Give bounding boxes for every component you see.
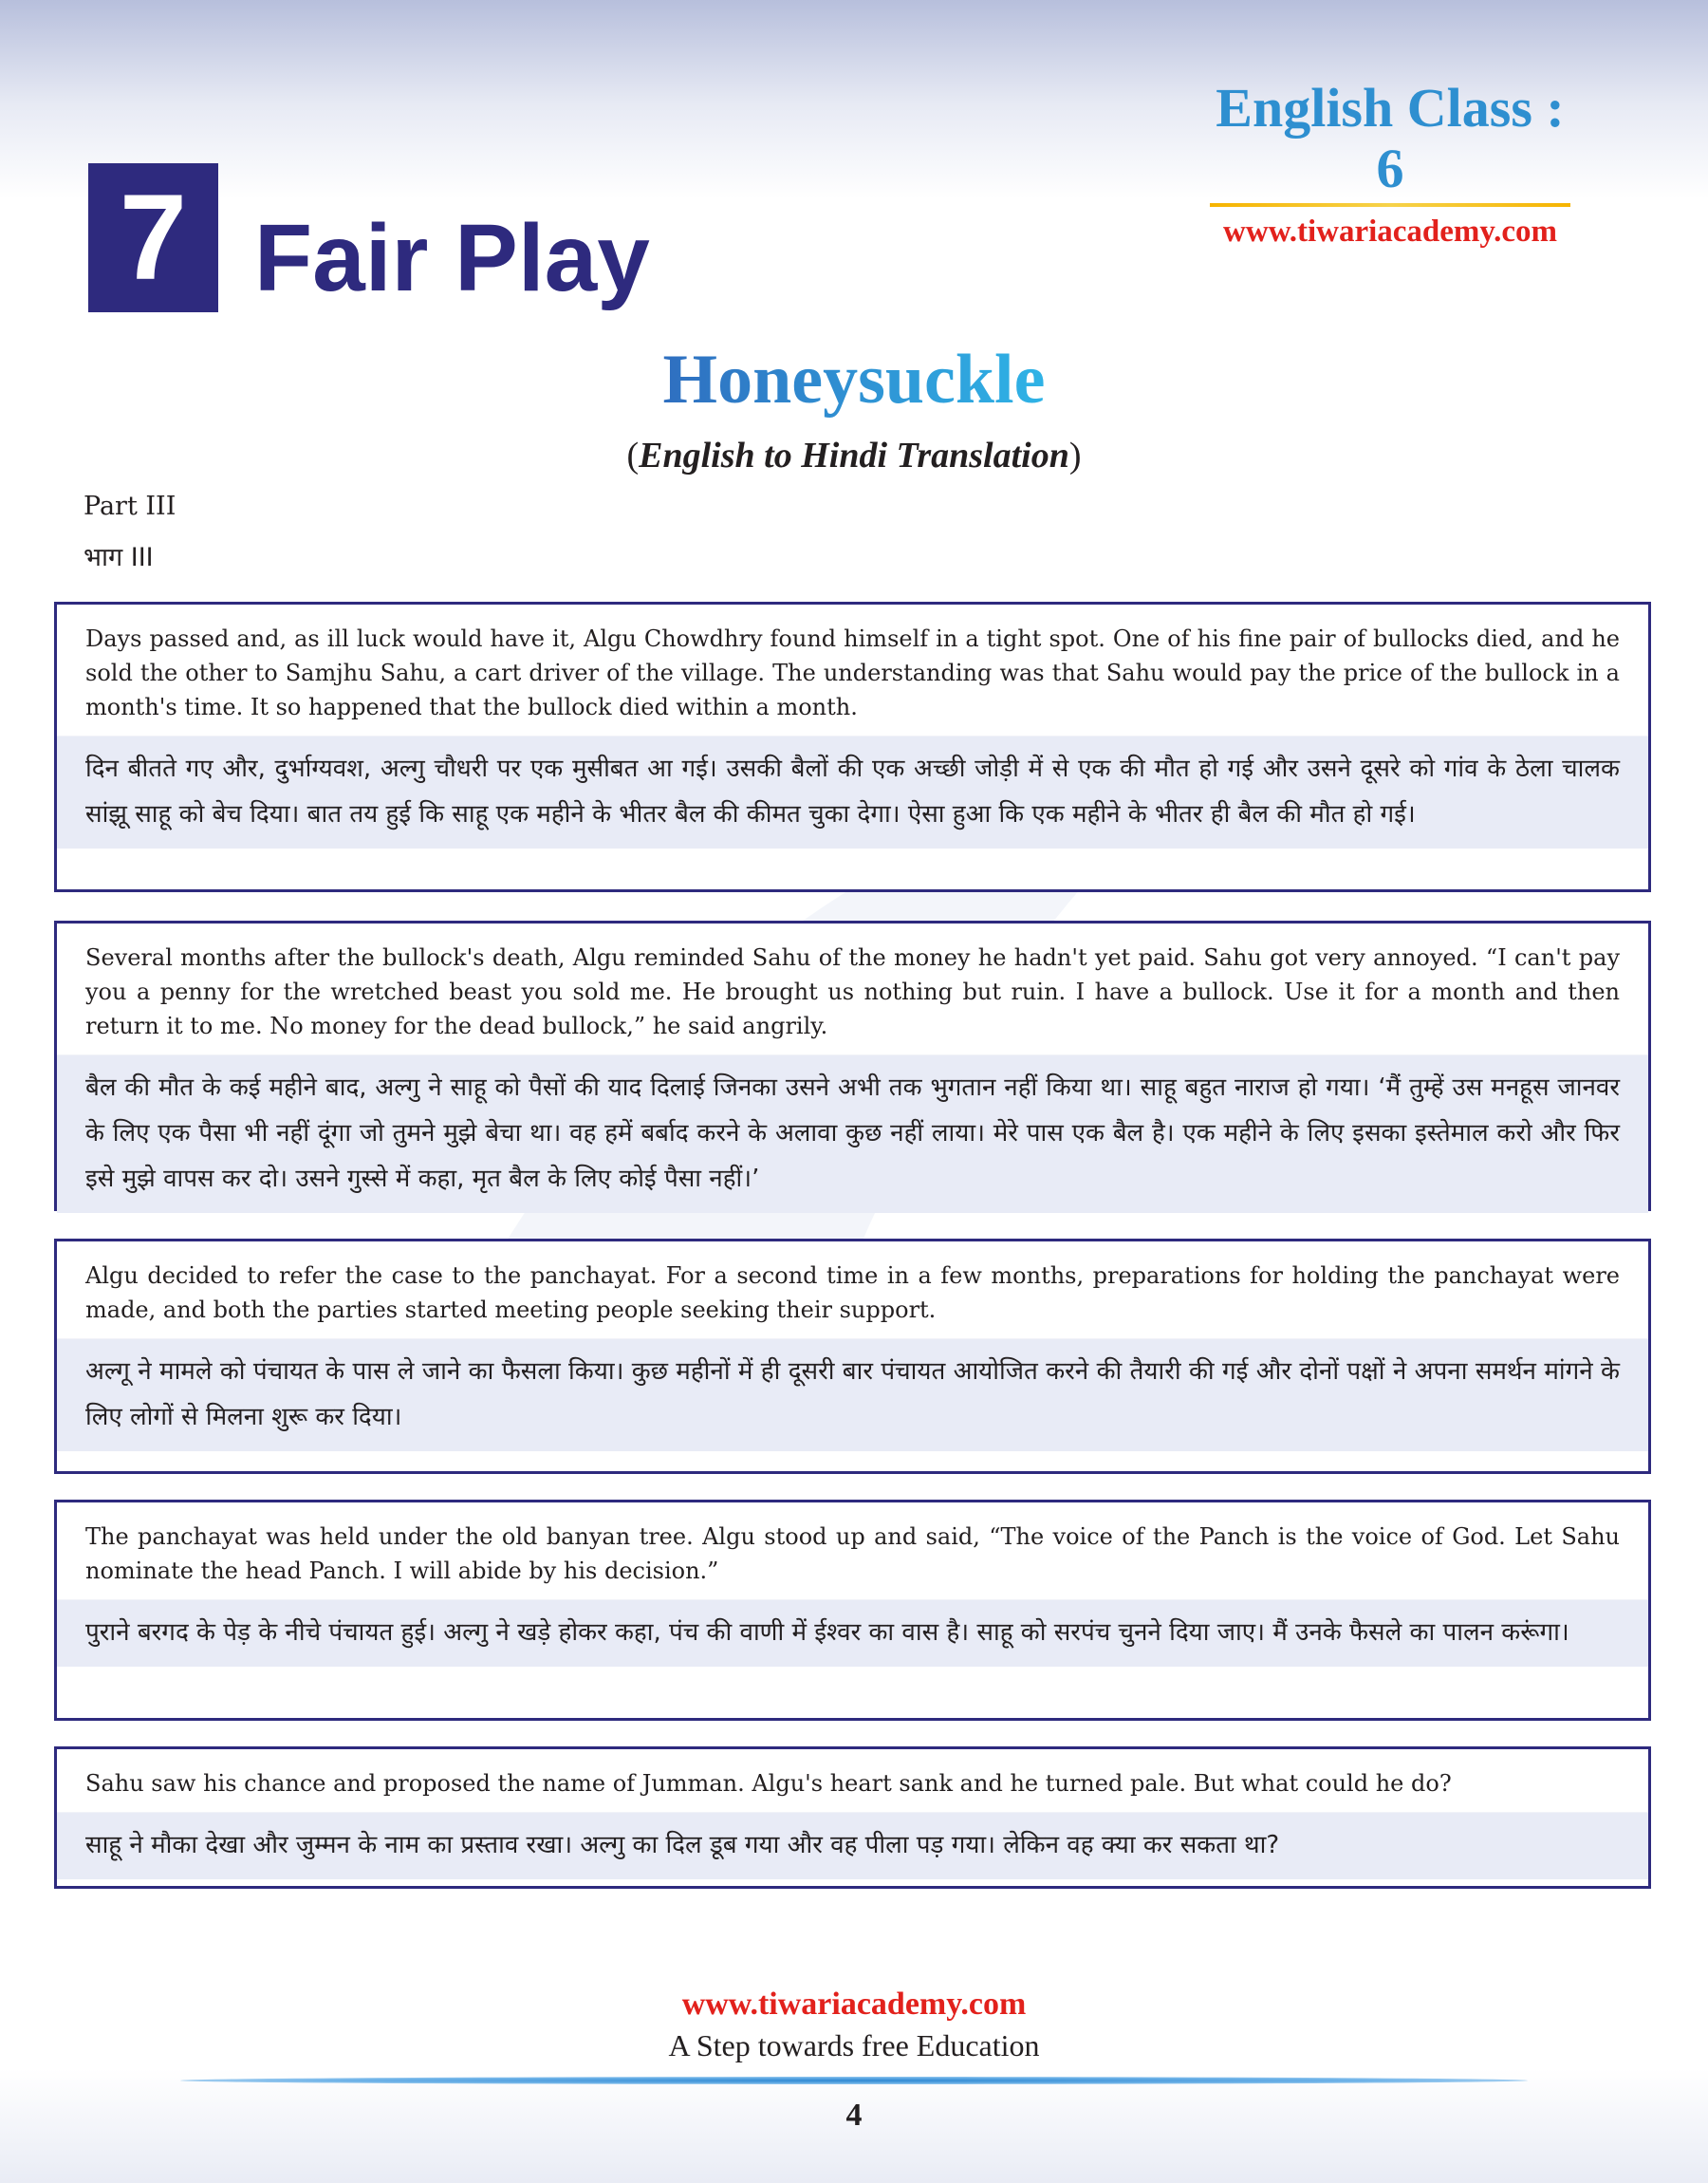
passage-english: Several months after the bullock's death, Algu reminded Sahu of the money he hadn't yet paid. Sahu got very annoyed. “I can't pay you a penny for the wretched beast you sold me. He brought us nothing but ruin. I have a bullock. Use it for a month and then return it to me. No money for the dead bullock,” he said angrily. xyxy=(57,924,1648,1054)
passage-english: Sahu saw his chance and proposed the name of Jumman. Algu's heart sank and he turned pale. But what could he do? xyxy=(57,1749,1648,1812)
chapter-title: Fair Play xyxy=(254,205,650,311)
book-title-row xyxy=(0,334,1708,425)
page-number: 4 xyxy=(845,2098,863,2133)
chapter-number: 7 xyxy=(119,170,188,306)
passage-card xyxy=(54,1500,1651,1721)
passage-english: The panchayat was held under the old banyan tree. Algu stood up and said, “The voice of the Panch is the voice of God. Let Sahu nominate the head Panch. I will abide by his decision.” xyxy=(57,1502,1648,1599)
subtitle-text: English to Hindi Translation xyxy=(639,436,1069,476)
book-title: Honeysuckle xyxy=(662,341,1046,419)
footer-url[interactable]: www.tiwariacademy.com xyxy=(681,1987,1027,2022)
subtitle xyxy=(0,429,1708,482)
passage-hindi: पुराने बरगद के पेड़ के नीचे पंचायत हुई। अल्गु ने खड़े होकर कहा, पंच की वाणी में ईश्वर का वास है। साहू को सरपंच चुनने दिया जाए। मैं उनके फैसले का पालन करूंगा। xyxy=(57,1599,1648,1667)
passage-card xyxy=(54,921,1651,1211)
part-label-hindi: भाग III xyxy=(84,543,154,572)
passage-hindi: दिन बीतते गए और, दुर्भाग्यवश, अल्गु चौधरी पर एक मुसीबत आ गई। उसकी बैलों की एक अच्छी जोड़ी में से एक की मौत हो गई और उसने दूसरे को गांव के ठेला चालक सांझू साहू को बेच दिया। बात तय हुई कि साहू एक महीने के भीतर बैल की कीमत चुका देगा। ऐसा हुआ कि एक महीने के भीतर ही बैल की मौत हो गई। xyxy=(57,736,1648,849)
brand-title: English Class : 6 xyxy=(1216,77,1565,199)
footer-tagline: A Step towards free Education xyxy=(668,2028,1040,2062)
passage-card xyxy=(54,1239,1651,1474)
subtitle-open-paren: ( xyxy=(626,436,640,476)
brand-underline xyxy=(1210,203,1570,207)
footer-divider xyxy=(180,2077,1528,2084)
passage-english: Algu decided to refer the case to the panchayat. For a second time in a few months, preparations for holding the panchayat were made, and both the parties started meeting people seeking their support. xyxy=(57,1241,1648,1338)
brand-block xyxy=(1200,78,1580,252)
passage-english: Days passed and, as ill luck would have it, Algu Chowdhry found himself in a tight spot. One of his fine pair of bullocks died, and he sold the other to Samjhu Sahu, a cart driver of the village. The understanding was that Sahu would pay the price of the bullock in a month's time. It so happened that the bullock died within a month. xyxy=(57,605,1648,736)
passage-card xyxy=(54,602,1651,892)
chapter-number-box xyxy=(88,163,218,312)
passage-hindi: साहू ने मौका देखा और जुम्मन के नाम का प्रस्ताव रखा। अल्गु का दिल डूब गया और वह पीला पड़ गया। लेकिन वह क्या कर सकता था? xyxy=(57,1812,1648,1879)
part-label-english: Part III xyxy=(84,492,176,521)
passage-hindi: अल्गू ने मामले को पंचायत के पास ले जाने का फैसला किया। कुछ महीनों में ही दूसरी बार पंचायत आयोजित करने की तैयारी की गई और दोनों पक्षों ने अपना समर्थन मांगने के लिए लोगों से मिलना शुरू कर दिया। xyxy=(57,1338,1648,1451)
brand-url[interactable]: www.tiwariacademy.com xyxy=(1223,215,1557,249)
passage-card xyxy=(54,1746,1651,1889)
passage-hindi: बैल की मौत के कई महीने बाद, अल्गु ने साहू को पैसों की याद दिलाई जिनका उसने अभी तक भुगतान नहीं किया था। साहू बहुत नाराज हो गया। ‘मैं तुम्हें उस मनहूस जानवर के लिए एक पैसा भी नहीं दूंगा जो तुमने मुझे बेचा था। वह हमें बर्बाद करने के अलावा कुछ नहीं लाया। मेरे पास एक बैल है। एक महीने के लिए इसका इस्तेमाल करो और फिर इसे मुझे वापस कर दो। उसने गुस्से में कहा, मृत बैल के लिए कोई पैसा नहीं।’ xyxy=(57,1054,1648,1213)
subtitle-close-paren: ) xyxy=(1068,436,1082,476)
